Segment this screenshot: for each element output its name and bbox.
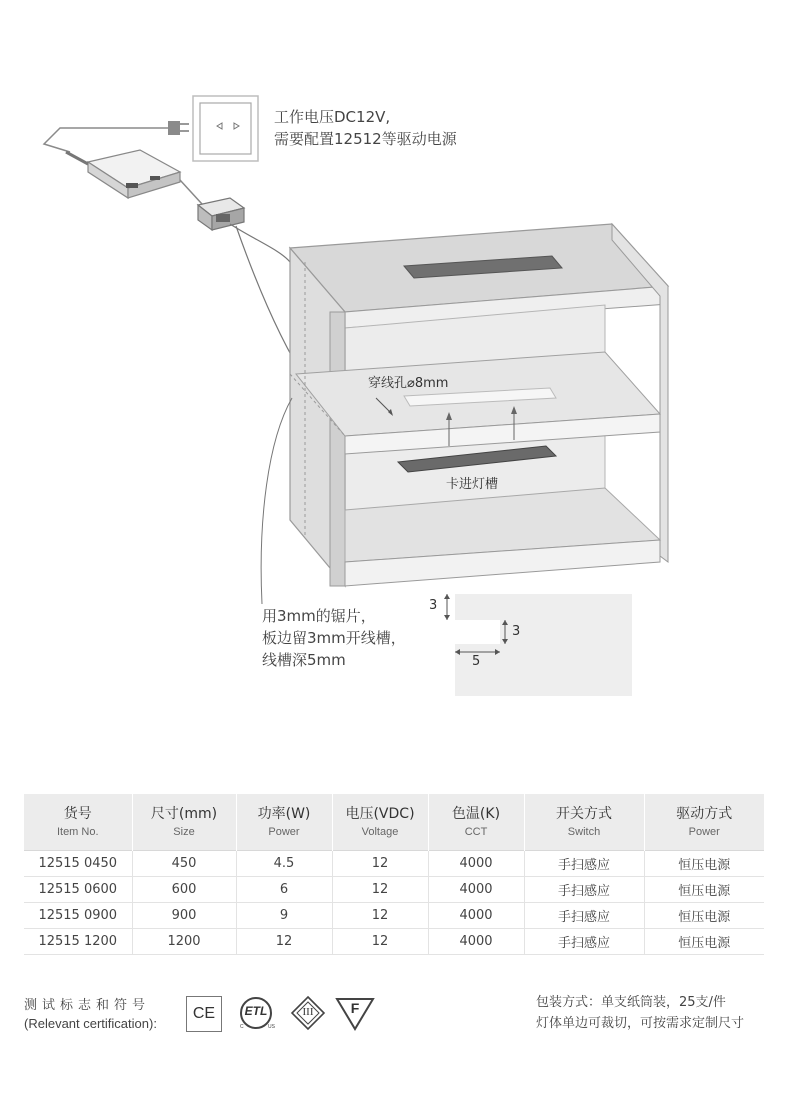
header-cct: 色温(K) CCT	[428, 794, 524, 851]
cell-cct: 4000	[428, 929, 524, 955]
power-plug-icon	[44, 121, 189, 152]
table-row	[24, 877, 764, 903]
cell-switch: 手扫感应	[524, 903, 644, 929]
spec-table	[24, 794, 764, 955]
cell-size: 1200	[132, 929, 236, 955]
packaging-line2: 灯体单边可裁切，可按需求定制尺寸	[536, 1016, 745, 1031]
table-header-row	[24, 794, 764, 851]
cell-item-no: 12515 0900	[24, 903, 132, 929]
header-size: 尺寸(mm) Size	[132, 794, 236, 851]
cell-power: 9	[236, 903, 332, 929]
cell-item-no: 12515 0600	[24, 877, 132, 903]
cell-power: 12	[236, 929, 332, 955]
packaging-info	[536, 992, 744, 1034]
cell-switch: 手扫感应	[524, 929, 644, 955]
cell-switch: 手扫感应	[524, 877, 644, 903]
cell-cct: 4000	[428, 903, 524, 929]
groove-section-drawing	[444, 594, 632, 696]
certification-label-en: (Relevant certification):	[24, 1016, 157, 1031]
table-row	[24, 903, 764, 929]
class-iii-mark-icon: III	[290, 994, 326, 1034]
cabinet-drawing	[290, 224, 668, 586]
sensor-switch-icon	[198, 198, 244, 230]
cell-power: 4.5	[236, 851, 332, 877]
cell-driver: 恒压电源	[644, 903, 764, 929]
certification-label-zh: 测试标志和符号	[24, 998, 151, 1013]
table-row	[24, 929, 764, 955]
cell-power: 6	[236, 877, 332, 903]
etl-mark-icon: C US ETL	[234, 994, 278, 1034]
cell-switch: 手扫感应	[524, 851, 644, 877]
packaging-line1: 包装方式：单支纸筒装，25支/件	[536, 995, 726, 1010]
header-voltage: 电压(VDC) Voltage	[332, 794, 428, 851]
svg-text:US: US	[268, 1024, 275, 1030]
saw-callout-line3: 线槽深5mm	[262, 651, 346, 669]
voltage-callout-line2: 需要配置12512等驱动电源	[274, 130, 457, 148]
wall-socket-icon	[193, 96, 258, 161]
header-driver: 驱动方式 Power	[644, 794, 764, 851]
cell-size: 450	[132, 851, 236, 877]
svg-text:C: C	[240, 1024, 244, 1030]
cell-size: 600	[132, 877, 236, 903]
groove-dim-right: 3	[512, 624, 521, 639]
hole-label: 穿线孔⌀8mm	[368, 376, 449, 391]
header-power: 功率(W) Power	[236, 794, 332, 851]
saw-callout-line2: 板边留3mm开线槽，	[262, 629, 406, 647]
ce-mark-icon: CE	[186, 996, 222, 1032]
voltage-callout-line1: 工作电压DC12V,	[274, 108, 391, 126]
cell-size: 900	[132, 903, 236, 929]
cell-voltage: 12	[332, 877, 428, 903]
cell-driver: 恒压电源	[644, 851, 764, 877]
cell-cct: 4000	[428, 851, 524, 877]
table-row	[24, 851, 764, 877]
groove-dim-bottom: 5	[472, 654, 481, 669]
certification-label	[24, 994, 157, 1031]
saw-callout-line1: 用3mm的锯片，	[262, 607, 376, 625]
f-mark-icon: F	[334, 996, 376, 1032]
cell-voltage: 12	[332, 851, 428, 877]
cell-driver: 恒压电源	[644, 929, 764, 955]
groove-dim-top: 3	[429, 598, 438, 613]
cell-item-no: 12515 1200	[24, 929, 132, 955]
slot-label: 卡进灯槽	[446, 477, 499, 492]
cell-item-no: 12515 0450	[24, 851, 132, 877]
cell-driver: 恒压电源	[644, 877, 764, 903]
cell-voltage: 12	[332, 929, 428, 955]
header-item-no: 货号 Item No.	[24, 794, 132, 851]
cell-voltage: 12	[332, 903, 428, 929]
cell-cct: 4000	[428, 877, 524, 903]
led-driver-icon	[66, 150, 202, 204]
header-switch: 开关方式 Switch	[524, 794, 644, 851]
